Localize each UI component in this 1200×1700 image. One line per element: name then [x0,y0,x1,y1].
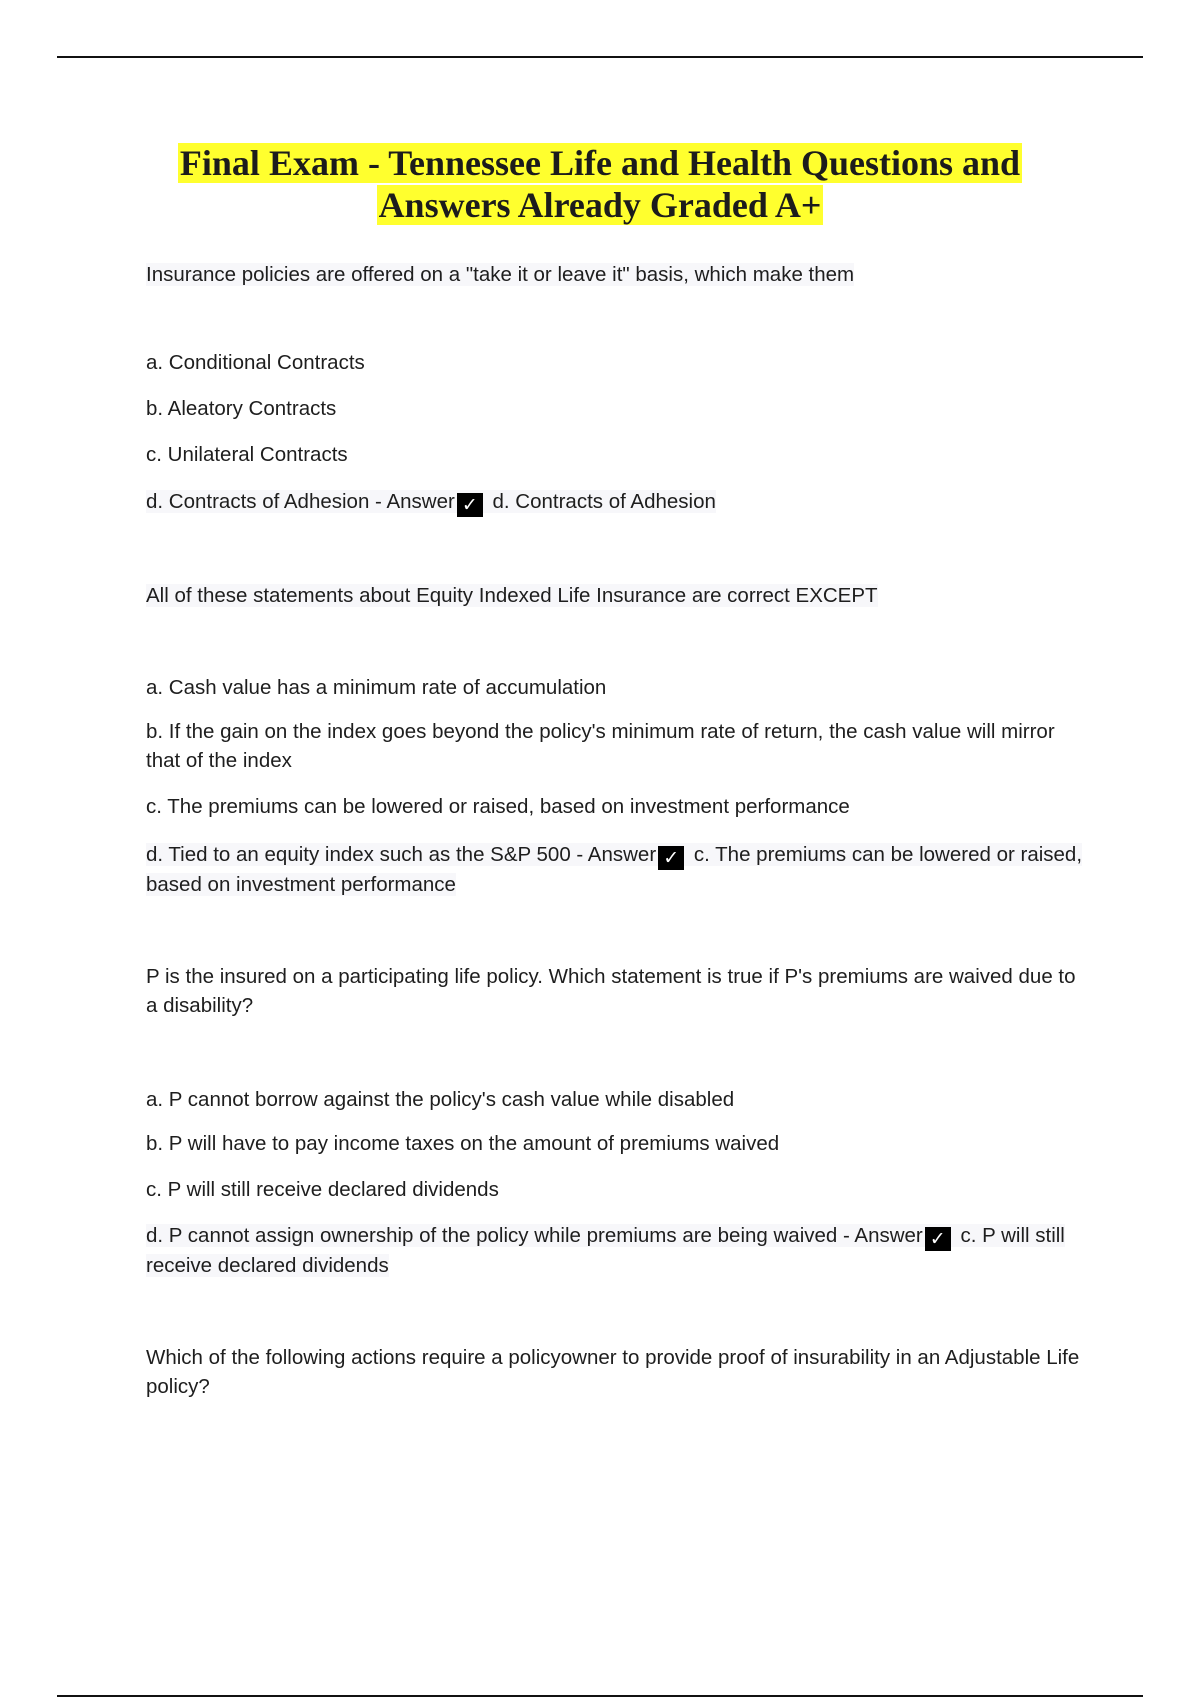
option-3d-answer: d. P cannot assign ownership of the policy while premiums are being waived - Answer ✓ c. P will still receive declared dividends [146,1224,1065,1277]
option-2a: a. Cash value has a minimum rate of accumulation [146,676,607,699]
option-3a: a. P cannot borrow against the policy's cash value while disabled [146,1088,735,1111]
question-text: Insurance policies are offered on a "take it or leave it" basis, which make them [146,263,855,286]
option-1b: b. Aleatory Contracts [146,397,337,420]
check-mark-icon: ✓ [457,493,483,517]
option-2c: c. The premiums can be lowered or raised, based on investment performance [146,795,850,818]
top-rule [57,56,1143,58]
option-1a: a. Conditional Contracts [146,351,365,374]
option-1c: c. Unilateral Contracts [146,443,348,466]
question-1 [146,260,1086,289]
question-text: All of these statements about Equity Indexed Life Insurance are correct EXCEPT [146,584,878,607]
question-4 [146,1343,1086,1401]
option-1d-answer: d. Contracts of Adhesion - Answer ✓ d. Contracts of Adhesion [146,490,716,516]
answer-1: d. Contracts of Adhesion [492,490,716,513]
check-mark-icon: ✓ [658,846,684,870]
title-line-2: Answers Already Graded A+ [378,185,822,225]
document-title [100,142,1100,226]
question-text: P is the insured on a participating life policy. Which statement is true if P's premiums are waived due to a disability? [146,965,1076,1017]
question-2 [146,581,1086,610]
answer-3: c. P will still receive declared dividends [146,1224,1065,1277]
answer-2: c. The premiums can be lowered or raised, based on investment performance [146,843,1083,896]
option-2b: b. If the gain on the index goes beyond the policy's minimum rate of return, the cash value will mirror that of the index [146,720,1055,772]
option-3b: b. P will have to pay income taxes on the amount of premiums waived [146,1132,780,1155]
question-text: Which of the following actions require a policyowner to provide proof of insurability in an Adjustable Life policy? [146,1346,1080,1398]
question-3 [146,962,1086,1020]
check-mark-icon: ✓ [925,1227,951,1251]
bottom-rule [57,1695,1143,1697]
option-2d-answer: d. Tied to an equity index such as the S&P 500 - Answer ✓ c. The premiums can be lowered or raised, based on investment performance [146,843,1083,896]
title-line-1: Final Exam - Tennessee Life and Health Questions and [179,143,1021,183]
option-3c: c. P will still receive declared dividends [146,1178,499,1201]
